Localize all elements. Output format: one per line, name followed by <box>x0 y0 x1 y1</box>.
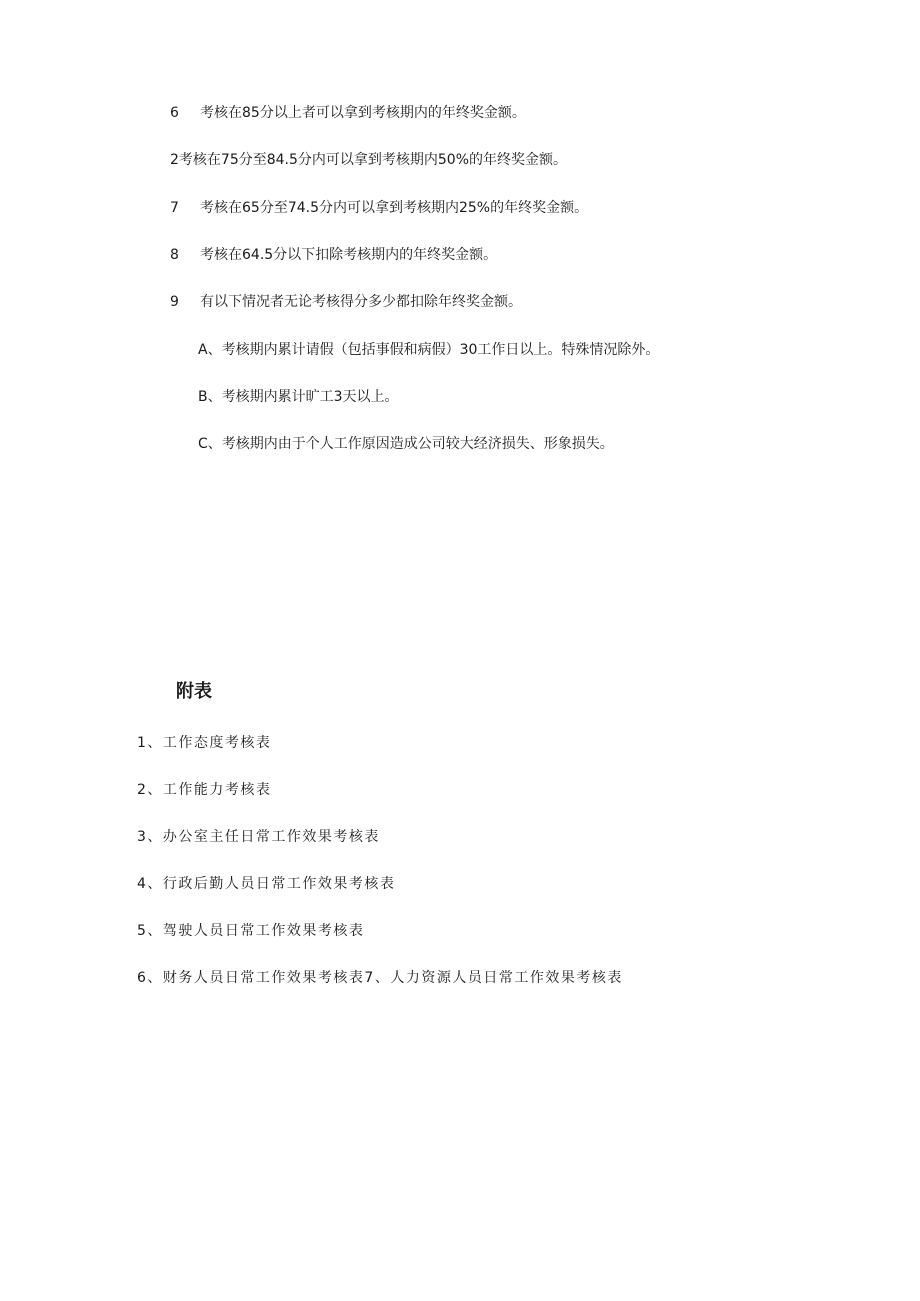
sub-item-text: A、考核期内累计请假（包括事假和病假）30工作日以上。特殊情况除外。 <box>198 342 660 358</box>
appendix-item-text: 1、工作态度考核表 <box>137 735 272 751</box>
sub-item-b <box>198 387 399 407</box>
rule-text: 有以下情况者无论考核得分多少都扣除年终奖金额。 <box>200 294 522 310</box>
appendix-item-3 <box>137 827 380 847</box>
rule-text: 考核在64.5分以下扣除考核期内的年终奖金额。 <box>200 247 498 263</box>
appendix-item-text: 3、办公室主任日常工作效果考核表 <box>137 829 380 845</box>
rule-text: 考核在85分以上者可以拿到考核期内的年终奖金额。 <box>200 105 526 121</box>
sub-item-text: C、考核期内由于个人工作原因造成公司较大经济损失、形象损失。 <box>198 436 614 452</box>
appendix-item-6 <box>137 968 623 988</box>
sub-item-text: B、考核期内累计旷工3天以上。 <box>198 389 399 405</box>
rule-7 <box>170 198 588 218</box>
rule-number: 6 <box>170 105 179 121</box>
rule-9 <box>170 292 522 312</box>
appendix-item-text: 2、工作能力考核表 <box>137 782 272 798</box>
appendix-title: 附表 <box>176 681 212 702</box>
rule-number: 8 <box>170 247 179 263</box>
sub-item-c <box>198 434 614 454</box>
rule-number: 9 <box>170 294 179 310</box>
rule-2 <box>170 150 567 170</box>
rule-number: 7 <box>170 200 179 216</box>
sub-item-a <box>198 340 659 360</box>
appendix-item-2 <box>137 780 271 800</box>
appendix-item-4 <box>137 874 395 894</box>
rule-8 <box>170 245 497 265</box>
appendix-item-5 <box>137 921 364 941</box>
appendix-item-text: 4、行政后勤人员日常工作效果考核表 <box>137 876 396 892</box>
appendix-item-1 <box>137 733 271 753</box>
appendix-item-text: 5、驾驶人员日常工作效果考核表 <box>137 923 365 939</box>
appendix-item-text: 6、财务人员日常工作效果考核表7、人力资源人员日常工作效果考核表 <box>137 970 623 986</box>
rule-text: 2考核在75分至84.5分内可以拿到考核期内50%的年终奖金额。 <box>170 152 568 168</box>
rule-text: 考核在65分至74.5分内可以拿到考核期内25%的年终奖金额。 <box>200 200 589 216</box>
rule-6 <box>170 103 526 123</box>
